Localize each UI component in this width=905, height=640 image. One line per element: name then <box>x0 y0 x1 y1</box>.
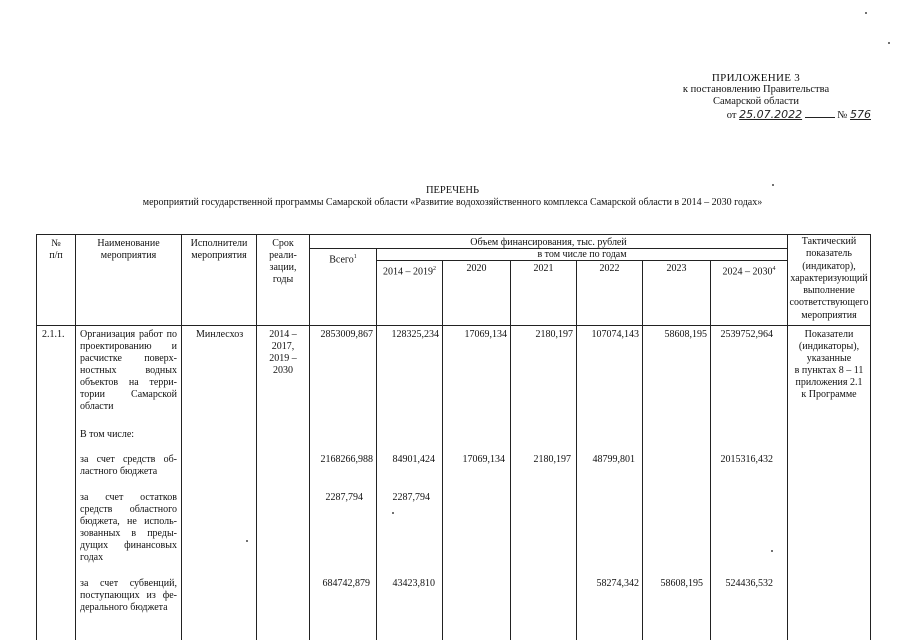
row-2-y3: 2180,197 <box>533 454 571 465</box>
document-title: ПЕРЕЧЕНЬ <box>425 185 480 196</box>
header-term: Срок реали- зации, годы <box>269 238 297 285</box>
col-border-num <box>75 234 76 640</box>
header-funding: Объем финансирования, тыс. рублей <box>470 237 627 248</box>
row-3-y1: 2287,794 <box>392 492 430 503</box>
row-0-name: Организация работ по проектированию и расчистке поверх-ностных водных объектов на терри-тории Самарской области <box>80 329 177 412</box>
scan-speck <box>888 42 890 44</box>
row-4-name: за счет субвенций, поступающих из фе-дерального бюджета <box>80 578 177 613</box>
header-y1-note: 2 <box>433 266 436 272</box>
header-y3: 2021 <box>533 263 554 274</box>
row-4-y4: 58274,342 <box>596 578 639 589</box>
appendix-from: от <box>726 110 737 121</box>
row-2-y2: 17069,134 <box>462 454 505 465</box>
row-4-y5: 58608,195 <box>660 578 703 589</box>
row-2-total: 2168266,988 <box>320 454 373 465</box>
row-2-y4: 48799,801 <box>592 454 635 465</box>
header-incl-years: в том числе по годам <box>537 249 627 260</box>
row-4-y1: 43423,810 <box>392 578 435 589</box>
row-0-y2: 17069,134 <box>464 329 507 340</box>
header-y1 <box>377 263 442 278</box>
row-0-total: 2853009,867 <box>320 329 373 340</box>
row-0-y5: 58608,195 <box>664 329 707 340</box>
header-total-label: Всего <box>329 254 354 266</box>
row-2-name: за счет средств об-ластного бюджета <box>80 454 177 477</box>
header-y6-label: 2024 – 2030 <box>722 266 773 278</box>
row-2-y1: 84901,424 <box>392 454 435 465</box>
scan-speck <box>392 512 394 514</box>
header-bottom-border <box>36 325 870 326</box>
table-top-border <box>36 234 870 235</box>
row-0-executor: Минлесхоз <box>196 329 244 340</box>
row-2-y6: 2015316,432 <box>720 454 773 465</box>
header-num: № п/п <box>49 238 63 261</box>
header-y6 <box>711 263 787 278</box>
header-total <box>310 251 376 266</box>
row-3-name: за счет остатков средств областного бюджета, не исполь-зованных в преды-дущих финансовых годах <box>80 492 177 563</box>
col-border-left <box>36 234 37 640</box>
header-indicator: Тактический показатель (индикатор), характеризующий выполнение соответствующего мероприятия <box>789 236 869 321</box>
scan-speck <box>865 12 867 14</box>
col-border-y2 <box>510 260 511 640</box>
scan-speck <box>246 540 248 542</box>
row-0-indicator: Показатели (индикаторы), указанные в пунктах 8 – 11 приложения 2.1 к Программе <box>794 329 864 400</box>
appendix-title: ПРИЛОЖЕНИЕ 3 <box>711 72 801 84</box>
scan-speck <box>771 550 773 552</box>
row-0-y6: 2539752,964 <box>720 329 773 340</box>
row-0-num: 2.1.1. <box>42 329 65 340</box>
row-4-total: 684742,879 <box>322 578 370 589</box>
appendix-line-2: Самарской области <box>713 96 799 107</box>
scan-speck <box>772 184 774 186</box>
appendix-line-1: к постановлению Правительства <box>682 84 830 95</box>
header-y1-label: 2014 – 2019 <box>383 266 433 278</box>
col-border-right <box>870 234 871 640</box>
row-1-name: В том числе: <box>80 429 135 440</box>
header-total-note: 1 <box>353 254 357 260</box>
row-0-y4: 107074,143 <box>591 329 639 340</box>
appendix-number: 576 <box>850 108 871 121</box>
header-name: Наименование мероприятия <box>97 238 160 261</box>
row-0-y3: 2180,197 <box>535 329 573 340</box>
row-3-total: 2287,794 <box>325 492 363 503</box>
header-y2: 2020 <box>466 263 487 274</box>
appendix-date: 25.07.2022 <box>739 108 803 121</box>
header-y5: 2023 <box>666 263 687 274</box>
document-subtitle: мероприятий государственной программы Самарской области «Развитие водохозяйственного комплекса Самарской области в 2014 – 2030 годах» <box>142 197 763 208</box>
row-4-y6: 524436,532 <box>725 578 773 589</box>
header-y6-note: 4 <box>772 266 776 272</box>
header-y4: 2022 <box>599 263 620 274</box>
header-executors: Исполнители мероприятия <box>190 238 248 261</box>
col-border-exec <box>256 234 257 640</box>
row-0-term: 2014 – 2017, 2019 – 2030 <box>269 329 297 376</box>
row-0-y1: 128325,234 <box>391 329 439 340</box>
appendix-number-label: № <box>837 110 848 121</box>
col-border-y1 <box>442 260 443 640</box>
col-border-name <box>181 234 182 640</box>
